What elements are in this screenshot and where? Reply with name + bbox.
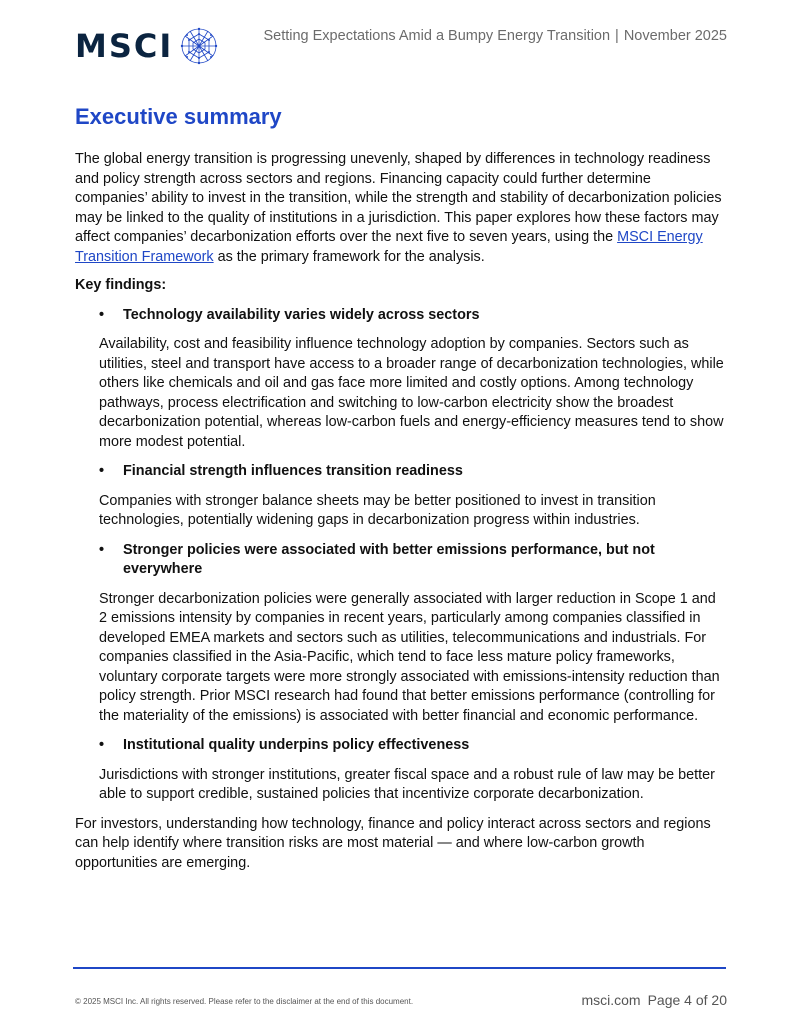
finding-heading: Stronger policies were associated with better emissions performance, but not everywhere <box>123 541 655 577</box>
summary-content <box>75 150 727 873</box>
bullet-icon: • <box>99 306 105 323</box>
closing-paragraph: For investors, understanding how technology, finance and policy interact across sectors and regions can help identify where transition risks are most material — and where low-carbon growth opportunities are emerging. <box>75 815 711 871</box>
bullet-icon: • <box>99 737 105 753</box>
finding-body: Companies with stronger balance sheets may be better positioned to invest in transition technologies, potentially widening gaps in decarbonization progress within industries. <box>99 492 656 528</box>
finding-item <box>99 736 727 805</box>
intro-text-after-link: as the primary framework for the analysis. <box>213 248 485 265</box>
logo-text: MSCI <box>75 27 174 65</box>
finding-heading-row <box>99 462 727 482</box>
footer-divider <box>73 967 726 969</box>
finding-item <box>99 462 727 531</box>
finding-heading-row <box>99 306 727 326</box>
finding-heading: Technology availability varies widely across sectors <box>123 306 480 323</box>
header-separator: | <box>615 28 619 44</box>
msci-logo <box>75 26 219 66</box>
finding-heading-row <box>99 736 727 756</box>
globe-icon <box>179 26 219 66</box>
key-findings-heading: Key findings: <box>75 277 167 293</box>
finding-item <box>99 541 727 727</box>
finding-body: Availability, cost and feasibility influence technology adoption by companies. Sectors such as utilities, steel and transport have access to a broader range of decarbonization technologies, while others like chemicals and oil and gas face more limited and costly options. Among technology pathways, process electrification and switching to low-carbon electricity show the broadest decarbonization potential, whereas low-carbon fuels and energy-efficiency measures tend to show more modest potential. <box>99 336 724 450</box>
header-date: November 2025 <box>623 28 727 44</box>
intro-paragraph <box>75 150 727 267</box>
finding-item <box>99 306 727 453</box>
header-document-title: Setting Expectations Amid a Bumpy Energy Transition <box>263 28 611 44</box>
page-number: Page 4 of 20 <box>647 992 727 1008</box>
finding-heading: Financial strength influences transition readiness <box>123 463 463 479</box>
finding-body: Jurisdictions with stronger institutions, greater fiscal space and a robust rule of law may be better able to support credible, sustained policies that incentivize corporate decarbonization. <box>99 766 715 802</box>
finding-heading: Institutional quality underpins policy effectiveness <box>123 737 470 753</box>
finding-body: Stronger decarbonization policies were generally associated with larger reduction in Scope 1 and 2 emissions intensity by companies in recent years, particularly among companies classified in developed EMEA markets and sectors such as utilities, telecommunications and industrials. For companies classified in the Asia-Pacific, which tend to face less mature policy frameworks, voluntary corporate targets were more strongly associated with emissions-intensity reduction than policy strength. Prior MSCI research had found that better emissions performance (controlling for the materiality of the emissions) is associated with better financial and economic performance. <box>99 590 720 724</box>
bullet-icon: • <box>99 463 105 479</box>
section-title: Executive summary <box>75 104 282 129</box>
running-header <box>263 28 727 44</box>
bullet-icon: • <box>99 541 105 558</box>
footer-page-info <box>581 992 727 1008</box>
footer-site-link[interactable]: msci.com <box>581 992 641 1008</box>
footer-copyright: © 2025 MSCI Inc. All rights reserved. Please refer to the disclaimer at the end of this document. <box>75 997 414 1006</box>
intro-text-before-link: The global energy transition is progressing unevenly, shaped by differences in technology readiness and policy strength across sectors and regions. Financing capacity could further determine companies’ ability to invest in the transition, while the strength and stability of decarbonization policies may be linked to the quality of institutions in a jurisdiction. This paper explores how these factors may affect companies’ decarbonization efforts over the next five to seven years, using the <box>75 151 722 245</box>
finding-heading-row <box>99 541 727 580</box>
framework-link[interactable]: MSCI Energy Transition Framework <box>75 229 703 265</box>
